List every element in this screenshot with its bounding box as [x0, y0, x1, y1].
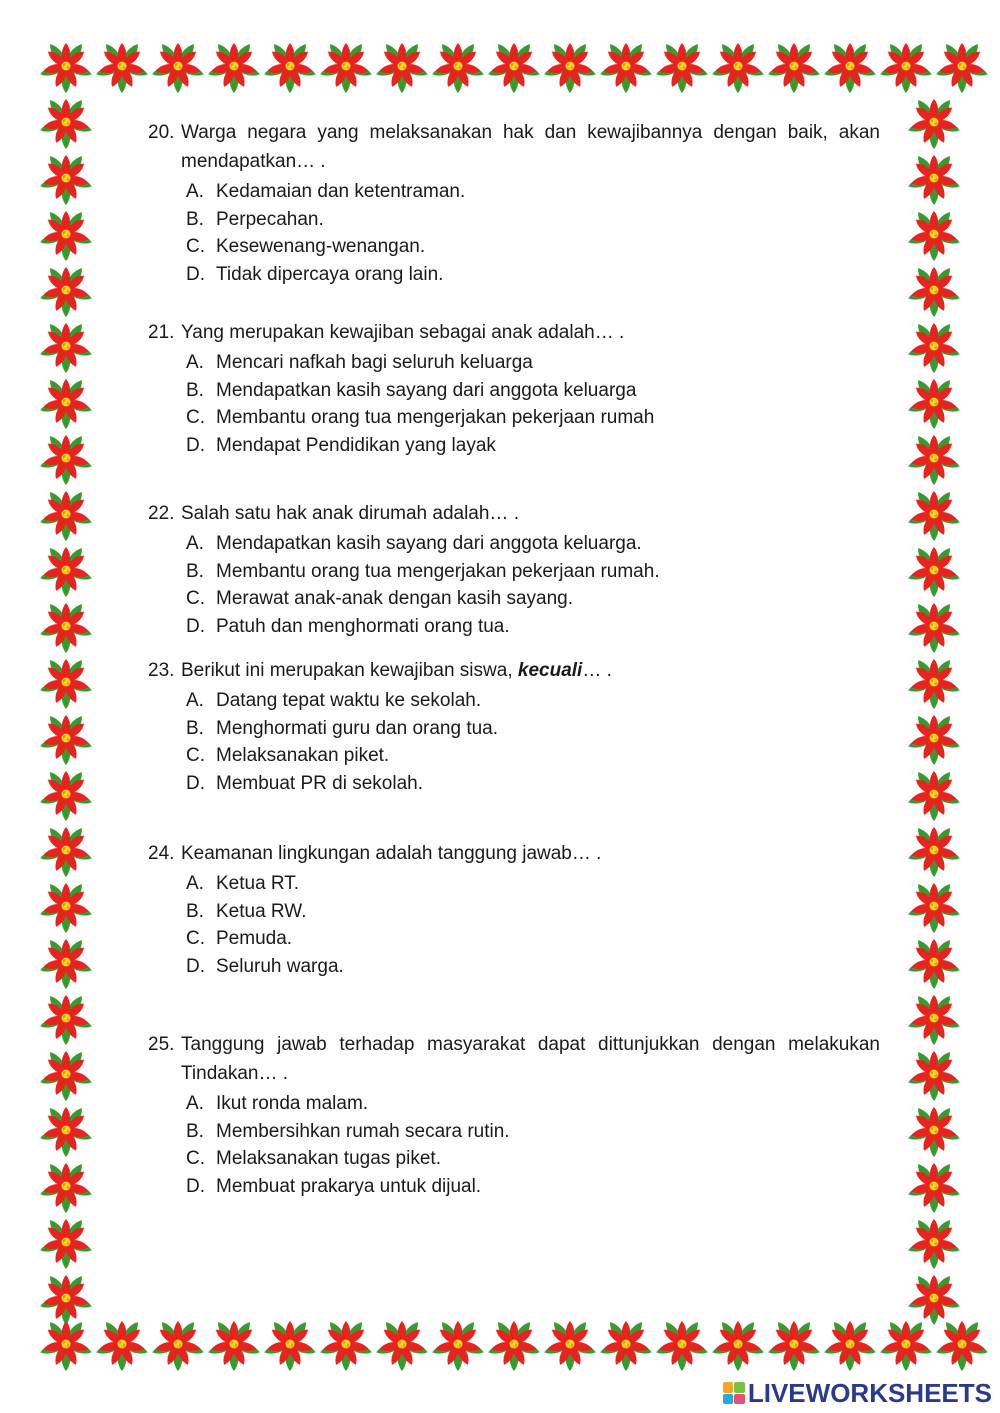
poinsettia-icon — [710, 38, 766, 94]
option-letter: C. — [186, 407, 205, 428]
option-letter: C. — [186, 1148, 205, 1169]
poinsettia-icon — [38, 318, 94, 374]
poinsettia-icon — [38, 1316, 94, 1372]
option-b — [186, 715, 880, 743]
poinsettia-icon — [38, 374, 94, 430]
option-letter: B. — [186, 717, 204, 739]
option-text: Menghormati guru dan orang tua. — [216, 717, 499, 739]
poinsettia-icon — [654, 1316, 710, 1372]
poinsettia-icon — [906, 598, 962, 654]
question-text-emphasis: kecuali — [517, 660, 583, 681]
question-number: 25. — [148, 1034, 175, 1055]
question-text-line: Warga negara yang melaksanakan hak dan kewajibannya dengan baik, akan — [181, 122, 880, 143]
poinsettia-icon — [878, 38, 934, 94]
poinsettia-icon — [906, 150, 962, 206]
poinsettia-icon — [38, 990, 94, 1046]
poinsettia-icon — [38, 654, 94, 710]
poinsettia-icon — [38, 1214, 94, 1270]
option-d — [186, 770, 880, 798]
poinsettia-icon — [906, 934, 962, 990]
option-letter: B. — [186, 560, 204, 582]
poinsettia-icon — [906, 766, 962, 822]
option-d — [186, 613, 880, 641]
option-letter: D. — [186, 772, 205, 794]
option-a — [186, 530, 880, 558]
poinsettia-icon — [906, 1158, 962, 1214]
option-text: Pemuda. — [216, 928, 293, 949]
option-text: Perpecahan. — [216, 208, 324, 230]
poinsettia-icon — [94, 1316, 150, 1372]
mark-square — [734, 1394, 745, 1405]
question-text-line: Tindakan… . — [181, 1063, 289, 1084]
option-text: Melaksanakan piket. — [216, 745, 390, 766]
question-text — [181, 656, 880, 685]
option-b — [186, 377, 880, 405]
poinsettia-icon — [906, 990, 962, 1046]
poinsettia-icon — [38, 598, 94, 654]
option-a — [186, 349, 880, 377]
poinsettia-icon — [766, 1316, 822, 1372]
question-text: Yang merupakan kewajiban sebagai anak adalah… . — [181, 322, 625, 343]
question-number: 22. — [148, 503, 175, 524]
poinsettia-icon — [906, 94, 962, 150]
option-letter: B. — [186, 900, 204, 922]
question-text: Keamanan lingkungan adalah tanggung jawab… . — [181, 843, 602, 864]
option-d — [186, 432, 880, 460]
border-top — [38, 38, 962, 94]
poinsettia-icon — [906, 318, 962, 374]
option-letter: D. — [186, 955, 205, 977]
poinsettia-icon — [906, 1102, 962, 1158]
option-text: Kedamaian dan ketentraman. — [216, 181, 466, 202]
poinsettia-icon — [38, 766, 94, 822]
poinsettia-icon — [38, 1046, 94, 1102]
option-letter: D. — [186, 615, 205, 637]
poinsettia-icon — [38, 206, 94, 262]
option-text: Mendapatkan kasih sayang dari anggota keluarga. — [216, 533, 642, 554]
poinsettia-icon — [598, 38, 654, 94]
poinsettia-icon — [206, 1316, 262, 1372]
question-23 — [148, 656, 880, 797]
option-letter: C. — [186, 588, 205, 609]
question-21 — [148, 318, 880, 459]
poinsettia-icon — [822, 1316, 878, 1372]
poinsettia-icon — [906, 654, 962, 710]
option-text: Ketua RW. — [216, 900, 307, 922]
mark-square — [734, 1382, 745, 1393]
option-text: Membantu orang tua mengerjakan pekerjaan rumah — [216, 407, 655, 428]
option-b — [186, 898, 880, 926]
poinsettia-icon — [710, 1316, 766, 1372]
question-25 — [148, 1030, 880, 1200]
option-c — [186, 1145, 880, 1173]
option-letter: C. — [186, 928, 205, 949]
poinsettia-icon — [934, 1316, 990, 1372]
poinsettia-icon — [150, 38, 206, 94]
poinsettia-icon — [878, 1316, 934, 1372]
option-b — [186, 1118, 880, 1146]
option-c — [186, 585, 880, 613]
poinsettia-icon — [906, 486, 962, 542]
poinsettia-icon — [206, 38, 262, 94]
poinsettia-icon — [38, 38, 94, 94]
poinsettia-icon — [94, 38, 150, 94]
poinsettia-icon — [430, 38, 486, 94]
poinsettia-icon — [38, 486, 94, 542]
option-text: Membersihkan rumah secara rutin. — [216, 1120, 510, 1142]
option-text: Mendapat Pendidikan yang layak — [216, 434, 496, 456]
option-a — [186, 687, 880, 715]
option-letter: A. — [186, 690, 204, 711]
question-22 — [148, 499, 880, 640]
option-c — [186, 742, 880, 770]
option-text: Patuh dan menghormati orang tua. — [216, 615, 510, 637]
mark-square — [723, 1394, 734, 1405]
option-letter: D. — [186, 434, 205, 456]
poinsettia-icon — [430, 1316, 486, 1372]
poinsettia-icon — [150, 1316, 206, 1372]
poinsettia-icon — [486, 38, 542, 94]
question-24 — [148, 839, 880, 980]
question-text-end: … . — [582, 660, 612, 681]
question-text-line: Tanggung jawab terhadap masyarakat dapat dittunjukkan dengan melakukan — [181, 1034, 880, 1055]
option-b — [186, 558, 880, 586]
mark-square — [723, 1382, 734, 1393]
option-letter: A. — [186, 533, 204, 554]
option-text: Melaksanakan tugas piket. — [216, 1148, 441, 1169]
poinsettia-icon — [318, 38, 374, 94]
option-letter: A. — [186, 181, 204, 202]
option-text: Tidak dipercaya orang lain. — [216, 263, 444, 285]
poinsettia-icon — [318, 1316, 374, 1372]
poinsettia-icon — [542, 1316, 598, 1372]
option-text: Mencari nafkah bagi seluruh keluarga — [216, 352, 533, 373]
poinsettia-icon — [38, 1102, 94, 1158]
option-a — [186, 870, 880, 898]
poinsettia-icon — [262, 38, 318, 94]
poinsettia-icon — [906, 1214, 962, 1270]
option-text: Datang tepat waktu ke sekolah. — [216, 690, 482, 711]
option-letter: B. — [186, 379, 204, 401]
question-number: 23. — [148, 660, 175, 681]
option-b — [186, 206, 880, 234]
option-text: Ketua RT. — [216, 873, 300, 894]
option-text: Membuat PR di sekolah. — [216, 772, 423, 794]
poinsettia-icon — [906, 878, 962, 934]
poinsettia-icon — [38, 1158, 94, 1214]
option-d — [186, 953, 880, 981]
poinsettia-icon — [38, 822, 94, 878]
border-right — [906, 94, 962, 1316]
poinsettia-icon — [906, 374, 962, 430]
question-number: 20. — [148, 122, 175, 143]
poinsettia-icon — [38, 262, 94, 318]
poinsettia-icon — [38, 710, 94, 766]
option-letter: A. — [186, 352, 204, 373]
option-letter: A. — [186, 873, 204, 894]
option-letter: B. — [186, 208, 204, 230]
poinsettia-icon — [766, 38, 822, 94]
question-text-main: Berikut ini merupakan kewajiban siswa, — [181, 660, 518, 681]
poinsettia-icon — [38, 430, 94, 486]
question-number: 21. — [148, 322, 175, 343]
poinsettia-icon — [38, 878, 94, 934]
option-c — [186, 925, 880, 953]
poinsettia-icon — [374, 1316, 430, 1372]
border-left — [38, 94, 94, 1316]
option-text: Ikut ronda malam. — [216, 1093, 369, 1114]
option-text: Membantu orang tua mengerjakan pekerjaan rumah. — [216, 560, 660, 582]
option-a — [186, 178, 880, 206]
option-letter: C. — [186, 745, 205, 766]
poinsettia-icon — [38, 94, 94, 150]
option-c — [186, 404, 880, 432]
question-text — [181, 1030, 880, 1088]
option-text: Mendapatkan kasih sayang dari anggota keluarga — [216, 379, 637, 401]
poinsettia-icon — [374, 38, 430, 94]
poinsettia-icon — [906, 710, 962, 766]
question-text: Salah satu hak anak dirumah adalah… . — [181, 503, 519, 524]
question-20 — [148, 118, 880, 288]
option-c — [186, 233, 880, 261]
option-letter: C. — [186, 236, 205, 257]
poinsettia-icon — [598, 1316, 654, 1372]
question-text-line: mendapatkan… . — [181, 151, 326, 172]
poinsettia-icon — [906, 542, 962, 598]
poinsettia-icon — [262, 1316, 318, 1372]
poinsettia-icon — [934, 38, 990, 94]
poinsettia-icon — [906, 430, 962, 486]
poinsettia-icon — [542, 38, 598, 94]
poinsettia-icon — [906, 206, 962, 262]
poinsettia-icon — [906, 262, 962, 318]
poinsettia-icon — [822, 38, 878, 94]
option-a — [186, 1090, 880, 1118]
option-letter: D. — [186, 1175, 205, 1197]
option-d — [186, 1173, 880, 1201]
liveworksheets-mark-icon — [723, 1382, 745, 1404]
poinsettia-icon — [38, 934, 94, 990]
option-letter: D. — [186, 263, 205, 285]
option-letter: B. — [186, 1120, 204, 1142]
option-text: Membuat prakarya untuk dijual. — [216, 1175, 482, 1197]
option-text: Kesewenang-wenangan. — [216, 236, 426, 257]
poinsettia-icon — [486, 1316, 542, 1372]
question-number: 24. — [148, 843, 175, 864]
option-text: Seluruh warga. — [216, 955, 344, 977]
poinsettia-icon — [38, 150, 94, 206]
worksheet-content — [148, 118, 880, 1200]
option-letter: A. — [186, 1093, 204, 1114]
poinsettia-icon — [906, 1046, 962, 1102]
liveworksheets-logo[interactable] — [723, 1377, 992, 1408]
brand-text: LIVEWORKSHEETS — [747, 1377, 992, 1408]
poinsettia-icon — [906, 822, 962, 878]
poinsettia-icon — [654, 38, 710, 94]
question-text — [181, 118, 880, 176]
option-d — [186, 261, 880, 289]
poinsettia-icon — [38, 542, 94, 598]
border-bottom — [38, 1316, 962, 1372]
option-text: Merawat anak-anak dengan kasih sayang. — [216, 588, 574, 609]
